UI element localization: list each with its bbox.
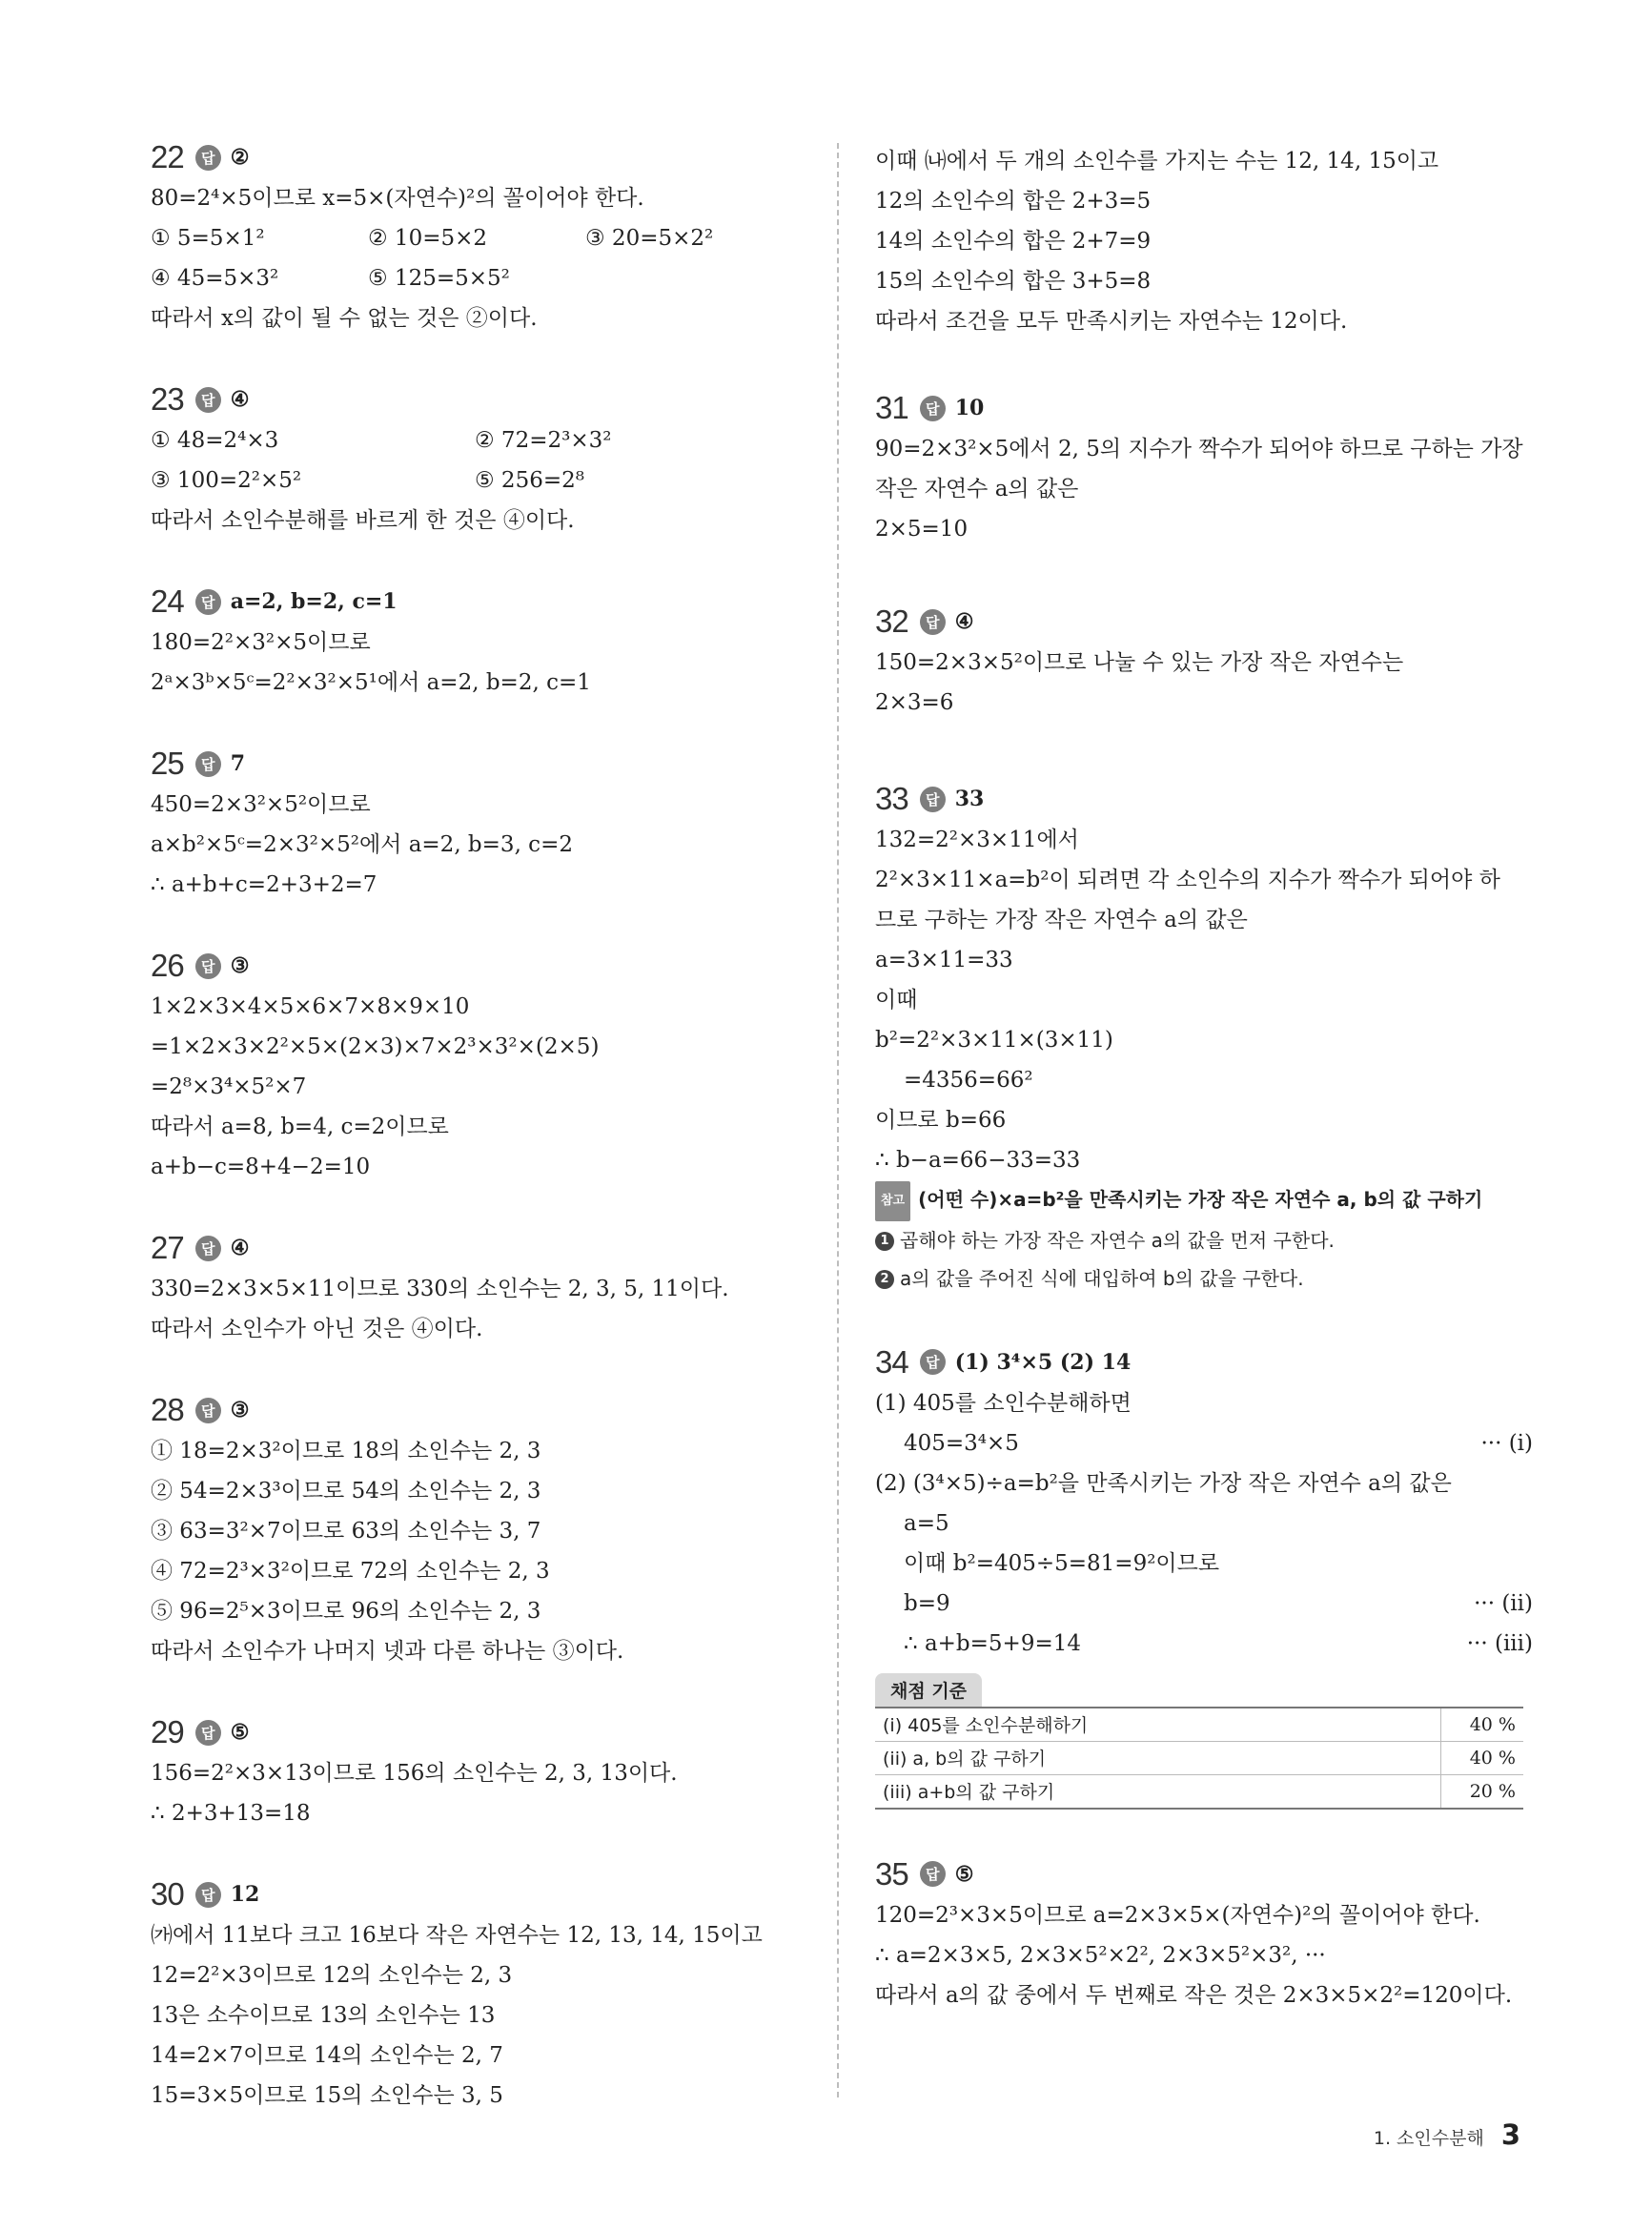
reference-note-item — [875, 1221, 1533, 1259]
page-footer — [1374, 2118, 1520, 2151]
options-grid — [151, 420, 818, 501]
problem-23 — [151, 380, 818, 541]
solution-line: b²=2²×3×11×(3×11) — [875, 1028, 1113, 1053]
option: ⑤ 125=5×5² — [368, 266, 510, 291]
answer-badge: 답 — [920, 787, 946, 812]
problem-number: 28 — [151, 1392, 184, 1427]
problem-number: 33 — [875, 781, 908, 816]
solution-line: =2⁸×3⁴×5²×7 — [151, 1074, 307, 1099]
solution-line — [875, 1423, 1533, 1463]
solution-line: 이때 b²=405÷5=81=9²이므로 — [904, 1550, 1220, 1576]
problem-28 — [151, 1391, 818, 1671]
problem-number: 30 — [151, 1876, 184, 1912]
problem-32 — [875, 603, 1533, 723]
solution-line: (1) 405를 소인수분해하면 — [875, 1390, 1132, 1416]
problem-24 — [151, 583, 818, 703]
problem-29 — [151, 1713, 818, 1833]
problem-number: 24 — [151, 583, 184, 619]
solution-line: 따라서 x의 값이 될 수 없는 것은 ②이다. — [151, 306, 538, 331]
right-column — [875, 141, 1533, 2057]
solution-line: 2×5=10 — [875, 517, 969, 542]
reference-title-text: (어떤 수)×a=b²을 만족시키는 가장 작은 자연수 a, b의 값 구하기 — [918, 1188, 1483, 1211]
answer-badge: 답 — [195, 1236, 221, 1261]
solution-line: 따라서 소인수가 나머지 넷과 다른 하나는 ③이다. — [151, 1639, 624, 1664]
criteria-percent: 40 % — [1441, 1741, 1524, 1774]
answer-badge: 답 — [195, 1398, 221, 1423]
equation: ∴ a+b=5+9=14 — [904, 1630, 1081, 1656]
criteria-label: (i) 405를 소인수분해하기 — [875, 1708, 1441, 1742]
column-divider — [837, 143, 839, 2097]
answer: ⑤ — [954, 1861, 974, 1887]
problem-27 — [151, 1229, 818, 1349]
criteria-table — [875, 1707, 1523, 1810]
option: ① 48=2⁴×3 — [151, 428, 279, 453]
criteria-percent: 20 % — [1441, 1774, 1524, 1809]
problem-number: 25 — [151, 746, 184, 781]
solution-line: 14=2×7이므로 14의 소인수는 2, 7 — [151, 2043, 503, 2068]
solution-line: ∴ a=2×3×5, 2×3×5²×2², 2×3×5²×3², ··· — [875, 1942, 1326, 1968]
step-tag: ··· (iii) — [1466, 1630, 1533, 1656]
answer: 12 — [230, 1882, 260, 1907]
criteria-title: 채점 기준 — [875, 1673, 982, 1707]
solution-line: ∴ b−a=66−33=33 — [875, 1148, 1081, 1173]
equation: b=9 — [904, 1590, 950, 1616]
solution-line: 작은 자연수 a의 값은 — [875, 477, 1079, 501]
solution-line — [875, 1624, 1533, 1664]
answer-badge: 답 — [920, 1349, 946, 1375]
options-grid — [151, 218, 818, 298]
answer: 7 — [230, 751, 246, 776]
problem-number: 27 — [151, 1230, 184, 1265]
step-tag: ··· (ii) — [1474, 1590, 1533, 1616]
solution-line: 이므로 b=66 — [875, 1108, 1007, 1133]
solution-line: 12의 소인수의 합은 2+3=5 — [875, 189, 1152, 214]
problem-number: 34 — [875, 1343, 908, 1380]
option: ② 72=2³×3² — [475, 428, 612, 453]
solution-line — [875, 1584, 1533, 1624]
solution-line: 13은 소수이므로 13의 소인수는 13 — [151, 2003, 496, 2028]
solution-line: a+b−c=8+4−2=10 — [151, 1155, 371, 1179]
problem-number: 35 — [875, 1855, 908, 1892]
answer-badge: 답 — [195, 1720, 221, 1746]
solution-line: 2×3=6 — [875, 690, 954, 715]
solution-line: 132=2²×3×11에서 — [875, 828, 1079, 852]
solution-line: 450=2×3²×5²이므로 — [151, 792, 371, 817]
table-row — [875, 1708, 1523, 1742]
problem-35 — [875, 1855, 1533, 2015]
table-row — [875, 1741, 1523, 1774]
solution-line: ④ 72=2³×3²이므로 72의 소인수는 2, 3 — [151, 1559, 550, 1584]
problem-number: 26 — [151, 948, 184, 983]
table-row — [875, 1774, 1523, 1809]
solution-line: ⑤ 96=2⁵×3이므로 96의 소인수는 2, 3 — [151, 1599, 541, 1624]
answer-badge: 답 — [195, 751, 221, 777]
answer: ② — [230, 145, 250, 170]
problem-31 — [875, 389, 1533, 549]
answer: (1) 3⁴×5 (2) 14 — [954, 1349, 1132, 1375]
problem-number: 32 — [875, 604, 908, 639]
problem-34 — [875, 1343, 1533, 1810]
answer-badge: 답 — [195, 1882, 221, 1908]
answer: a=2, b=2, c=1 — [230, 589, 398, 614]
answer: ④ — [230, 387, 250, 412]
left-column — [151, 138, 818, 2158]
problem-number: 23 — [151, 381, 184, 417]
problem-25 — [151, 745, 818, 905]
problem-number: 31 — [875, 390, 908, 425]
option: ② 10=5×2 — [368, 226, 488, 251]
solution-line: ② 54=2×3³이므로 54의 소인수는 2, 3 — [151, 1479, 541, 1504]
solution-line: 따라서 a=8, b=4, c=2이므로 — [151, 1115, 449, 1139]
solution-line: 330=2×3×5×11이므로 330의 소인수는 2, 3, 5, 11이다. — [151, 1277, 729, 1301]
reference-note-text: a의 값을 주어진 식에 대입하여 b의 값을 구한다. — [900, 1266, 1304, 1290]
page-number: 3 — [1500, 2118, 1520, 2151]
solution-line: ① 18=2×3²이므로 18의 소인수는 2, 3 — [151, 1439, 541, 1463]
problem-30-continued — [875, 141, 1533, 341]
solution-line: ㈎에서 11보다 크고 16보다 작은 자연수는 12, 13, 14, 15이고 — [151, 1923, 763, 1948]
solution-line: 2ᵃ×3ᵇ×5ᶜ=2²×3²×5¹에서 a=2, b=2, c=1 — [151, 670, 591, 695]
step-number-icon: 1 — [875, 1232, 894, 1251]
answer: ③ — [230, 1398, 250, 1422]
solution-line: 따라서 a의 값 중에서 두 번째로 작은 것은 2×3×5×2²=120이다. — [875, 1982, 1513, 2008]
answer: ④ — [230, 1236, 250, 1260]
problem-number: 22 — [151, 139, 184, 174]
solution-line: 180=2²×3²×5이므로 — [151, 630, 371, 655]
solution-line: =4356=66² — [904, 1068, 1033, 1093]
option: ④ 45=5×3² — [151, 266, 279, 291]
solution-line: 90=2×3²×5에서 2, 5의 지수가 짝수가 되어야 하므로 구하는 가장 — [875, 437, 1523, 461]
solution-line: 80=2⁴×5이므로 x=5×(자연수)²의 꼴이어야 한다. — [151, 186, 644, 211]
criteria-label: (iii) a+b의 값 구하기 — [875, 1774, 1441, 1809]
solution-line: (2) (3⁴×5)÷a=b²을 만족시키는 가장 작은 자연수 a의 값은 — [875, 1470, 1452, 1496]
problem-30 — [151, 1875, 818, 2116]
solution-line: 150=2×3×5²이므로 나눌 수 있는 가장 작은 자연수는 — [875, 650, 1404, 675]
criteria-percent: 40 % — [1441, 1708, 1524, 1742]
solution-line: ∴ a+b+c=2+3+2=7 — [151, 872, 377, 897]
solution-line: 따라서 조건을 모두 만족시키는 자연수는 12이다. — [875, 309, 1348, 334]
solution-line: ③ 63=3²×7이므로 63의 소인수는 3, 7 — [151, 1519, 541, 1544]
answer: 10 — [954, 396, 985, 420]
solution-line: 따라서 소인수가 아닌 것은 ④이다. — [151, 1317, 483, 1341]
solution-line: a=5 — [904, 1510, 949, 1536]
solution-line: 므로 구하는 가장 작은 자연수 a의 값은 — [875, 908, 1248, 932]
solution-line: 15=3×5이므로 15의 소인수는 3, 5 — [151, 2083, 503, 2108]
step-number-icon: 2 — [875, 1270, 894, 1289]
answer-badge: 답 — [195, 145, 221, 171]
solution-line: ∴ 2+3+13=18 — [151, 1801, 311, 1826]
answer: ③ — [230, 953, 250, 978]
problem-26 — [151, 947, 818, 1187]
answer: 33 — [954, 787, 985, 811]
reference-badge: 참고 — [875, 1181, 910, 1221]
solution-line: 12=2²×3이므로 12의 소인수는 2, 3 — [151, 1963, 513, 1988]
answer-badge: 답 — [920, 1861, 946, 1887]
solution-line: =1×2×3×2²×5×(2×3)×7×2³×3²×(2×5) — [151, 1034, 600, 1059]
solution-line: 이때 ㈏에서 두 개의 소인수를 가지는 수는 12, 14, 15이고 — [875, 149, 1439, 174]
option: ③ 20=5×2² — [585, 226, 714, 251]
solution-line: 2²×3×11×a=b²이 되려면 각 소인수의 지수가 짝수가 되어야 하 — [875, 868, 1500, 892]
option: ① 5=5×1² — [151, 226, 265, 251]
reference-note-text: 곱해야 하는 가장 작은 자연수 a의 값을 먼저 구한다. — [900, 1228, 1335, 1252]
solution-line: 120=2³×3×5이므로 a=2×3×5×(자연수)²의 꼴이어야 한다. — [875, 1902, 1480, 1928]
solution-line: 15의 소인수의 합은 3+5=8 — [875, 269, 1152, 294]
answer-badge: 답 — [195, 953, 221, 979]
option: ⑤ 256=2⁸ — [475, 468, 584, 493]
solution-line: 156=2²×3×13이므로 156의 소인수는 2, 3, 13이다. — [151, 1761, 678, 1786]
answer: ④ — [954, 609, 974, 634]
solution-line: 이때 — [875, 988, 918, 1013]
problem-22 — [151, 138, 818, 338]
problem-33 — [875, 780, 1533, 1298]
solution-line: a×b²×5ᶜ=2×3²×5²에서 a=2, b=3, c=2 — [151, 832, 573, 857]
solution-line: 따라서 소인수분해를 바르게 한 것은 ④이다. — [151, 508, 575, 533]
solution-line: 14의 소인수의 합은 2+7=9 — [875, 229, 1152, 254]
reference-note-title — [875, 1180, 1533, 1221]
equation: 405=3⁴×5 — [904, 1430, 1019, 1456]
solution-line: a=3×11=33 — [875, 948, 1013, 972]
chapter-title: 1. 소인수분해 — [1373, 2128, 1484, 2149]
reference-note-item — [875, 1259, 1533, 1298]
answer-badge: 답 — [195, 387, 221, 413]
answer-badge: 답 — [920, 396, 946, 421]
answer: ⑤ — [230, 1720, 250, 1745]
step-tag: ··· (i) — [1480, 1430, 1533, 1456]
solution-line: 1×2×3×4×5×6×7×8×9×10 — [151, 994, 470, 1019]
answer-badge: 답 — [920, 609, 946, 635]
option: ③ 100=2²×5² — [151, 468, 302, 493]
criteria-label: (ii) a, b의 값 구하기 — [875, 1741, 1441, 1774]
problem-number: 29 — [151, 1714, 184, 1749]
answer-badge: 답 — [195, 589, 221, 615]
